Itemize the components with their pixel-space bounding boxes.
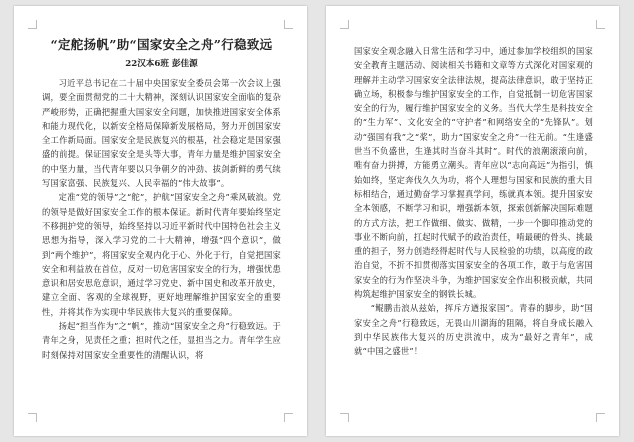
document-page-left — [14, 6, 307, 436]
corner-crop-mark — [284, 20, 293, 29]
corner-crop-mark — [28, 413, 37, 422]
document-author: 22汉本6班 彭佳源 — [125, 59, 198, 69]
corner-crop-mark — [340, 413, 349, 422]
paragraph: 扬起“担当作为”之“帆”，推动“国家安全之舟”行稳致远。于青年之身，见责任之重；担时代之任，显担当之力。青年学生应时刻保持对国家安全重要性的清醒认识，将 — [42, 321, 281, 360]
paragraph: “鲲鹏击浪从兹始，挥斥方遒报家国”。青春的脚步，助“国家安全之舟”行稳致远，无畏山川湖海的阻隔，将自身成长融入到中华民族伟大复兴的历史洪流中，成为“最好之青年”，成就“中国之盛世”！ — [354, 303, 593, 357]
page-content — [42, 36, 281, 412]
paragraph: 定准“党的领导”之“舵”，护航“国家安全之舟”乘风破浪。党的领导是做好国家安全工作的根本保证。新时代青年要始终坚定不移拥护党的领导，始终坚持以习近平新时代中国特色社会主义思想为指导，深入学习党的二十大精神，增强“四个意识”，做到“两个维护”，将国家安全观内化于心、外化于行，自觉把国家安全和利益放在首位，反对一切危害国家安全的行为，增强忧患意识和居安思危意识，通过学习党史、新中国史和改革开放史，建立全面、客观的全球视野，更好地理解维护国家安全的重要性，并将其作为实现中华民族伟大复兴的重要保障。 — [42, 192, 281, 317]
corner-crop-mark — [596, 20, 605, 29]
paragraph: 习近平总书记在二十届中央国家安全委员会第一次会议上强调，要全面贯彻党的二十大精神，深刻认识国家安全面临的复杂严峻形势，正确把握重大国家安全问题，加快推进国家安全体系和能力现代化，以新安全格局保障新发展格局，努力开创国家安全工作新局面。国家安全是民族复兴的根基，社会稳定是国家强盛的前提。保证国家安全是头等大事，青年力量是维护国家安全的中坚力量，当代青年要以只争朝夕的冲劲、拔剑新鲜的勇气续写国家富强、民族复兴、人民幸福的“伟大故事”。 — [42, 78, 281, 189]
page-content — [354, 44, 593, 412]
document-page-right — [326, 6, 619, 436]
paragraph: 国家安全观念融入日常生活和学习中，通过参加学校组织的国家安全教育主题活动、阅读相关书籍和文章等方式深化对国家观的理解并主动学习国家安全法律法规，提高法律意识，敢于坚持正确立场，积极参与维护国家安全的工作，自觉抵制一切危害国家安全的行为，履行维护国家安全的义务。当代大学生是科技安全的“生力军”、文化安全的“守护者”和网络安全的“先锋队”。划动“强国有我”之“桨”，助力“国家安全之舟”一往无前。“生逢盛世当不负盛世，生逢其时当奋斗其时”。时代的浪潮滚滚向前，唯有奋力拼搏，方能勇立潮头。青年应以“志向高远”为指引，慎始如终，坚定奔伐久久为功，将个人理想与国家和民族的重大目标相结合，通过勤奋学习掌握真学问，练就真本领。提升国家安全本领感，不断学习和识，增强新本领，探索创新解决国际难题的方式方法，把工作做细、做实、做精，一步一个脚印推动党的事业不断向前，扛起时代赋予的政治责任，啃最硬的骨头、挑最重的担子，努力创造经得起时代与人民检验的功绩，以高度的政治自觉，不折不扣贯彻落实国家安全的各项工作，敢于与危害国家安全的行为作坚决斗争，为维护国家安全作出积极贡献，共同构筑起维护国家安全的钢铁长城。 — [354, 46, 593, 300]
corner-crop-mark — [28, 20, 37, 29]
corner-crop-mark — [596, 413, 605, 422]
document-title: “定舵扬帆”助“国家安全之舟”行稳致远 — [50, 37, 273, 52]
corner-crop-mark — [340, 20, 349, 29]
corner-crop-mark — [284, 413, 293, 422]
